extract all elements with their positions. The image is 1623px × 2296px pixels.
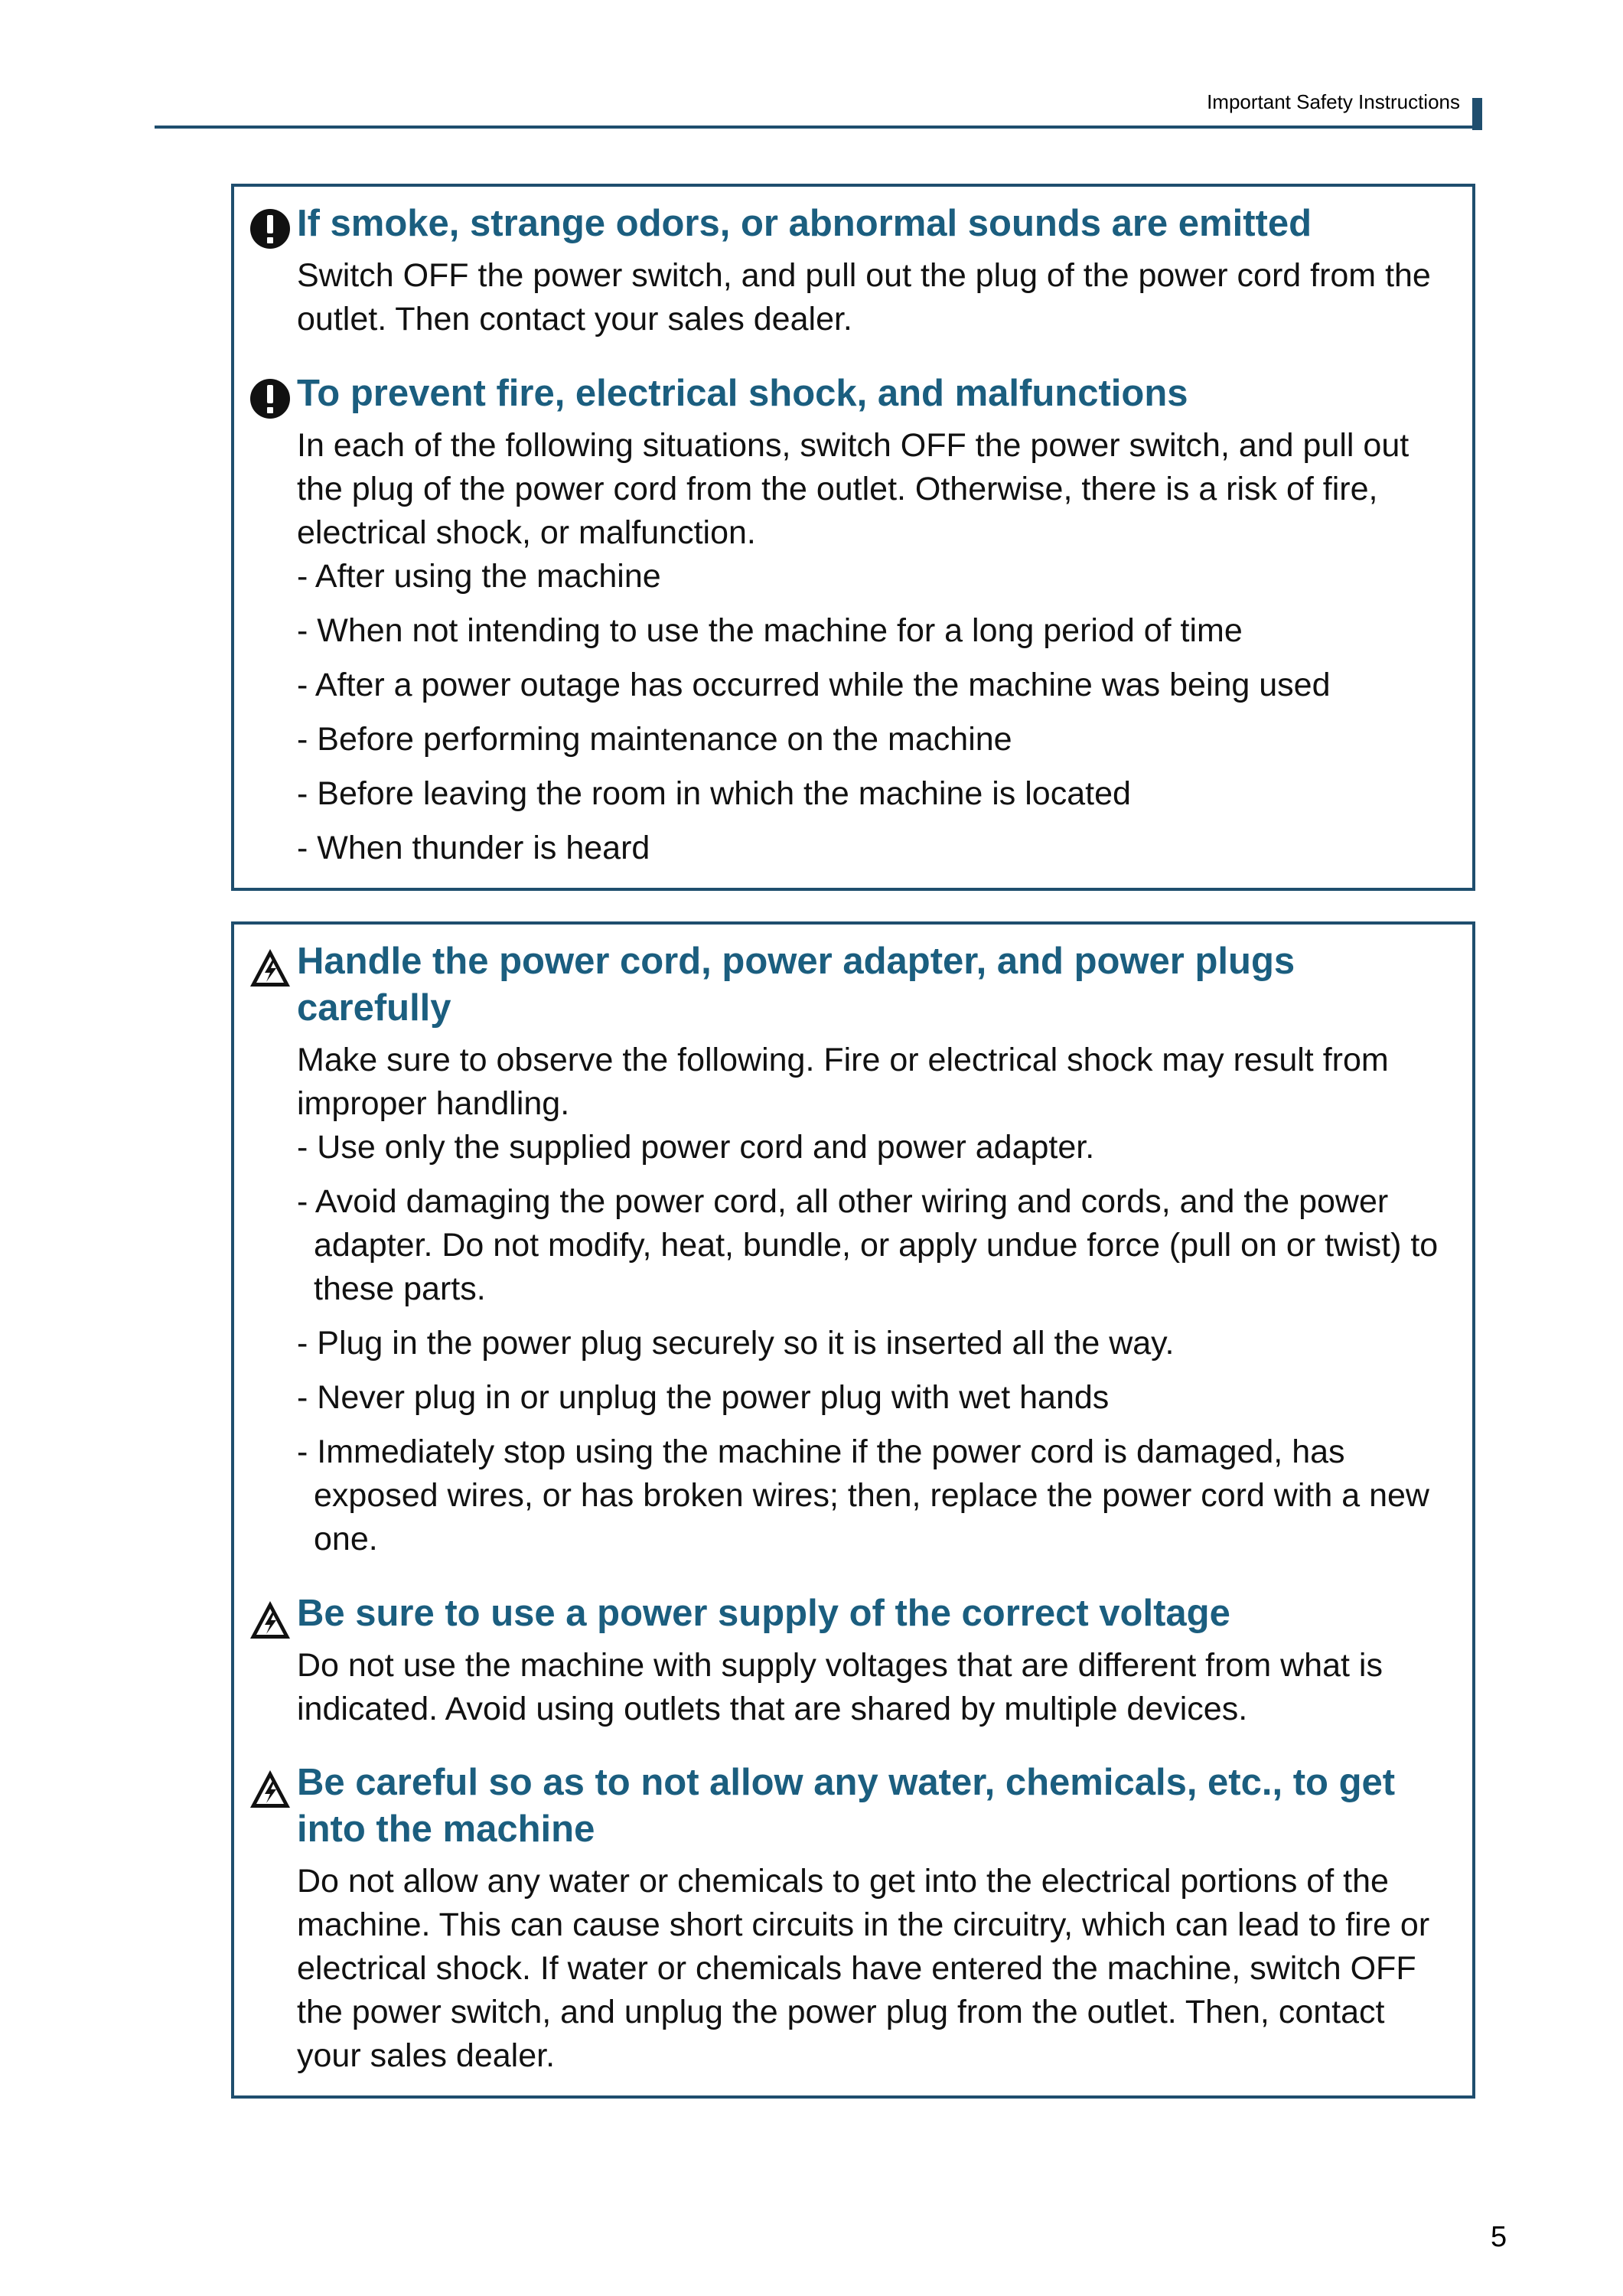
header-tab-marker: [1472, 98, 1482, 130]
section-heading: If smoke, strange odors, or abnormal sounds are emitted: [297, 203, 1312, 244]
electric-shock-warning-icon: [249, 1769, 291, 1810]
exclamation-circle-icon: [249, 378, 291, 419]
warning-box-2: [231, 921, 1475, 2099]
list-item: - Never plug in or unplug the power plug with wet hands: [297, 1379, 1110, 1416]
handling-list: [297, 1126, 1455, 1572]
section-text: Do not allow any water or chemicals to get into the electrical portions of the machine. This can cause short circuits in the circuitry, which can lead to fire or electrical shock. If water or chemicals have entered the machine, switch OFF the power switch, and unplug the power plug from the outlet. Then, contact your sales dealer.: [297, 1863, 1430, 2074]
list-item: - Before leaving the room in which the machine is located: [297, 775, 1131, 812]
electric-shock-warning-icon: [249, 1600, 291, 1641]
section-text: In each of the following situations, switch OFF the power switch, and pull out the plug of the power cord from the outlet. Otherwise, there is a risk of fire, electrical shock, or malfunction.: [297, 427, 1410, 551]
exclamation-circle-icon: [249, 208, 291, 249]
list-item: - When thunder is heard: [297, 830, 650, 866]
section-text: Switch OFF the power switch, and pull out the plug of the power cord from the outlet. Then contact your sales dealer.: [297, 257, 1431, 338]
page-number: 5: [1491, 2221, 1507, 2253]
list-item: - Immediately stop using the machine if the power cord is damaged, has exposed wires, or has broken wires; then, replace the power cord with a new one.: [297, 1433, 1429, 1557]
section-text: Make sure to observe the following. Fire or electrical shock may result from improper handling.: [297, 1042, 1389, 1122]
situation-list: [297, 555, 1455, 881]
header-rule: [155, 126, 1472, 129]
list-item: - Before performing maintenance on the machine: [297, 721, 1012, 758]
section-heading: Be sure to use a power supply of the correct voltage: [297, 1593, 1230, 1634]
list-item: - After using the machine: [297, 558, 661, 595]
caution-box-1: [231, 184, 1475, 891]
list-item: - Use only the supplied power cord and power adapter.: [297, 1129, 1095, 1166]
list-item: - Plug in the power plug securely so it is inserted all the way.: [297, 1325, 1175, 1362]
section-heading: Be careful so as to not allow any water, chemicals, etc., to get into the machine: [297, 1762, 1396, 1850]
section-heading: To prevent fire, electrical shock, and malfunctions: [297, 373, 1188, 414]
electric-shock-warning-icon: [249, 947, 291, 989]
running-header: Important Safety Instructions: [1207, 90, 1460, 113]
section-heading: Handle the power cord, power adapter, and power plugs carefully: [297, 941, 1295, 1029]
list-item: - Avoid damaging the power cord, all other wiring and cords, and the power adapter. Do not modify, heat, bundle, or apply undue force (pull on or twist) to these parts.: [297, 1183, 1439, 1307]
list-item: - When not intending to use the machine for a long period of time: [297, 612, 1243, 649]
list-item: - After a power outage has occurred while the machine was being used: [297, 667, 1331, 703]
section-text: Do not use the machine with supply voltages that are different from what is indicated. Avoid using outlets that are shared by multiple devices.: [297, 1647, 1383, 1727]
